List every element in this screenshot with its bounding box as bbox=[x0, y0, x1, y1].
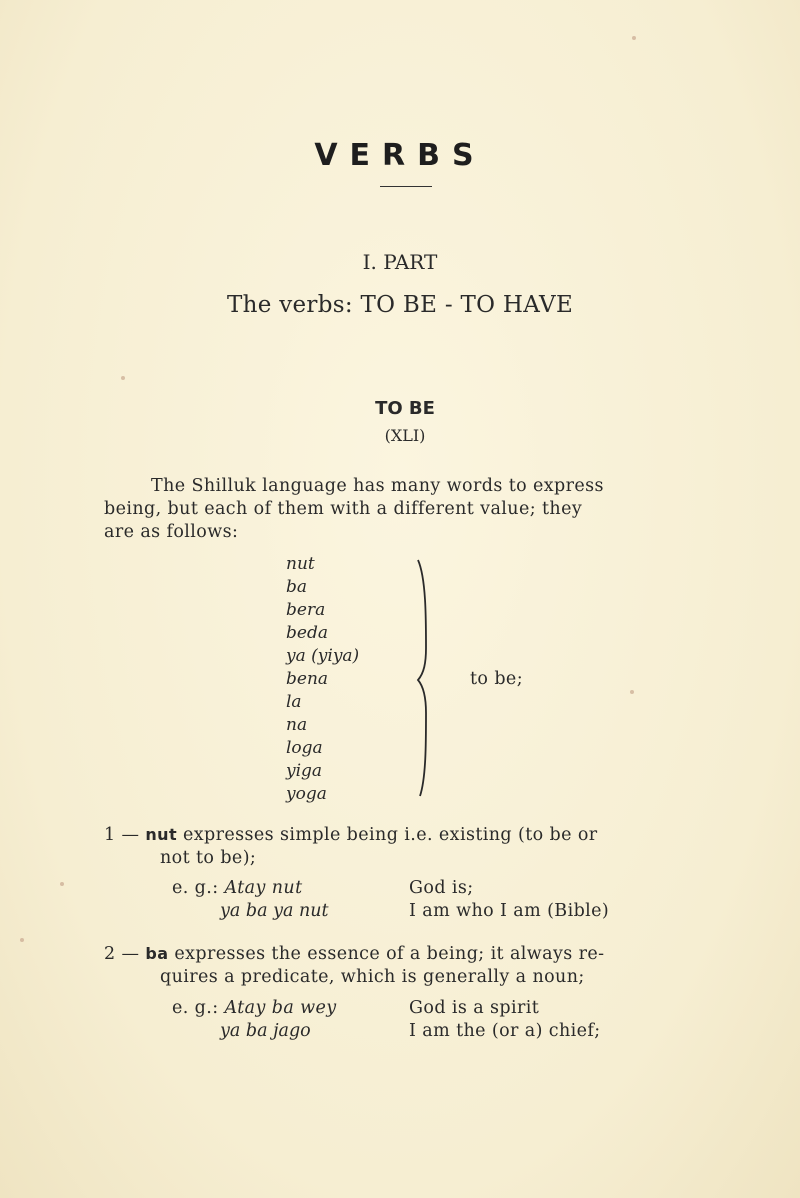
verb-item: loga bbox=[286, 738, 323, 758]
verb-item: yiga bbox=[286, 761, 323, 781]
paper-speck bbox=[60, 882, 64, 886]
item-2-text: expresses the essence of a being; it always re- bbox=[174, 944, 605, 964]
verb-item: la bbox=[286, 692, 302, 712]
item-1-line-2: not to be); bbox=[160, 848, 257, 868]
item-1-number: 1 — bbox=[104, 825, 140, 845]
item-1-text: expresses simple being i.e. existing (to be or bbox=[182, 825, 598, 845]
item-2-eg-label: e. g.: bbox=[172, 998, 219, 1018]
item-2-example-1 bbox=[172, 998, 337, 1018]
example-shilluk: Atay nut bbox=[224, 878, 303, 898]
part-label: I. PART bbox=[362, 250, 438, 274]
item-2-keyword: ba bbox=[145, 944, 169, 963]
paper-speck bbox=[20, 938, 24, 942]
item-2-line-1 bbox=[104, 944, 604, 964]
item-2-number: 2 — bbox=[104, 944, 140, 964]
example-english: God is; bbox=[409, 878, 474, 898]
item-1-example-1 bbox=[172, 878, 303, 898]
intro-line-2: being, but each of them with a different value; they bbox=[104, 499, 583, 519]
intro-line-1: The Shilluk language has many words to express bbox=[151, 476, 604, 496]
verb-item: nut bbox=[286, 554, 315, 574]
part-subtitle: The verbs: TO BE - TO HAVE bbox=[226, 292, 574, 318]
example-shilluk: ya ba jago bbox=[220, 1021, 311, 1041]
item-2-line-2: quires a predicate, which is generally a noun; bbox=[160, 967, 585, 987]
brace-icon bbox=[408, 558, 438, 798]
verb-item: beda bbox=[286, 623, 328, 643]
verb-item: bera bbox=[286, 600, 326, 620]
example-shilluk: ya ba ya nut bbox=[220, 901, 329, 921]
item-1-eg-label: e. g.: bbox=[172, 878, 219, 898]
verb-item: ya (yiya) bbox=[286, 646, 360, 666]
intro-line-3: are as follows: bbox=[104, 522, 239, 542]
paper-speck bbox=[630, 690, 634, 694]
verb-item: ba bbox=[286, 577, 308, 597]
item-1-keyword: nut bbox=[145, 825, 178, 844]
section-heading: TO BE bbox=[375, 398, 435, 419]
page-title: VERBS bbox=[314, 138, 486, 173]
section-reference: (XLI) bbox=[384, 426, 426, 445]
verbs-meaning: to be; bbox=[470, 669, 523, 689]
example-english: God is a spirit bbox=[409, 998, 540, 1018]
verb-item: yoga bbox=[286, 784, 327, 804]
example-shilluk: Atay ba wey bbox=[224, 998, 337, 1018]
paper-speck bbox=[121, 376, 125, 380]
verb-item: bena bbox=[286, 669, 329, 689]
paper-speck bbox=[632, 36, 636, 40]
example-english: I am the (or a) chief; bbox=[409, 1021, 601, 1041]
item-1-line-1 bbox=[104, 825, 598, 845]
verb-item: na bbox=[286, 715, 308, 735]
title-rule bbox=[380, 186, 432, 187]
example-english: I am who I am (Bible) bbox=[409, 901, 610, 921]
